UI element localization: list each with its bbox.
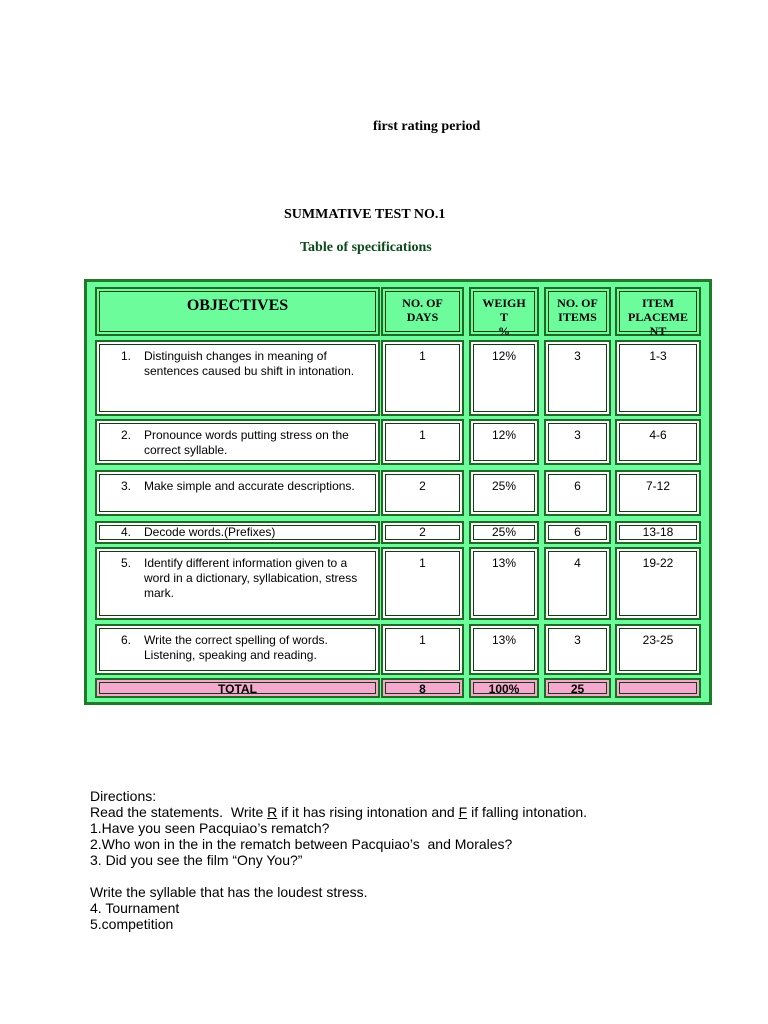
table-row-objective: 3. Make simple and accurate descriptions. xyxy=(95,470,380,516)
table-cell-weight: 13% xyxy=(469,547,539,620)
table-cell-items: 3 xyxy=(544,624,611,675)
table-cell-items: 3 xyxy=(544,340,611,416)
table-row-objective: 6. Write the correct spelling of words. Listening, speaking and reading. xyxy=(95,624,380,675)
table-cell-days: 1 xyxy=(381,547,464,620)
table-cell-weight: 12% xyxy=(469,419,539,465)
rating-period: first rating period xyxy=(373,119,481,134)
spacer xyxy=(90,868,587,884)
total-items: 25 xyxy=(544,678,611,698)
directions-heading: Directions: xyxy=(90,788,157,804)
table-cell-items: 6 xyxy=(544,470,611,516)
specifications-table xyxy=(84,279,712,705)
table-cell-placement: 7-12 xyxy=(615,470,701,516)
question-4: 4. Tournament xyxy=(90,900,180,916)
stress-instruction: Write the syllable that has the loudest stress. xyxy=(90,884,368,900)
table-cell-placement: 13-18 xyxy=(615,521,701,544)
table-cell-placement: 19-22 xyxy=(615,547,701,620)
table-cell-placement: 23-25 xyxy=(615,624,701,675)
table-cell-weight: 25% xyxy=(469,521,539,544)
table-cell-weight: 13% xyxy=(469,624,539,675)
header-item-placement: ITEM PLACEME NT xyxy=(615,287,701,336)
question-5: 5.competition xyxy=(90,916,174,932)
table-cell-placement: 1-3 xyxy=(615,340,701,416)
total-placement xyxy=(615,678,701,698)
question-2: 2.Who won in the in the rematch between Pacquiao’s and Morales? xyxy=(90,836,513,852)
question-1: 1.Have you seen Pacquiao’s rematch? xyxy=(90,820,330,836)
table-cell-days: 1 xyxy=(381,340,464,416)
total-weight: 100% xyxy=(469,678,539,698)
table-cell-weight: 12% xyxy=(469,340,539,416)
total-days: 8 xyxy=(381,678,464,698)
table-cell-days: 2 xyxy=(381,521,464,544)
table-cell-weight: 25% xyxy=(469,470,539,516)
table-row-objective: 1. Distinguish changes in meaning of sentences caused bu shift in intonation. xyxy=(95,340,380,416)
question-3: 3. Did you see the film “Ony You?” xyxy=(90,852,303,868)
table-title: Table of specifications xyxy=(300,240,432,255)
table-row-objective: 2. Pronounce words putting stress on the correct syllable. xyxy=(95,419,380,465)
table-cell-items: 3 xyxy=(544,419,611,465)
table-cell-days: 1 xyxy=(381,419,464,465)
header-weight: WEIGH T % xyxy=(469,287,539,336)
header-no-of-items: NO. OF ITEMS xyxy=(544,287,611,336)
table-cell-items: 6 xyxy=(544,521,611,544)
table-cell-days: 1 xyxy=(381,624,464,675)
table-cell-placement: 4-6 xyxy=(615,419,701,465)
directions-instruction: Read the statements. Write R if it has rising intonation and F if falling intonation. xyxy=(90,804,588,820)
test-title: SUMMATIVE TEST NO.1 xyxy=(284,207,446,222)
table-row-objective: 5. Identify different information given to a word in a dictionary, syllabication, stress mark. xyxy=(95,547,380,620)
header-no-of-days: NO. OF DAYS xyxy=(381,287,464,336)
directions-section xyxy=(90,788,587,932)
table-cell-items: 4 xyxy=(544,547,611,620)
total-label: TOTAL xyxy=(95,678,380,698)
header-objectives: OBJECTIVES xyxy=(95,287,380,336)
table-row-objective: 4. Decode words.(Prefixes) xyxy=(95,521,380,544)
table-cell-days: 2 xyxy=(381,470,464,516)
